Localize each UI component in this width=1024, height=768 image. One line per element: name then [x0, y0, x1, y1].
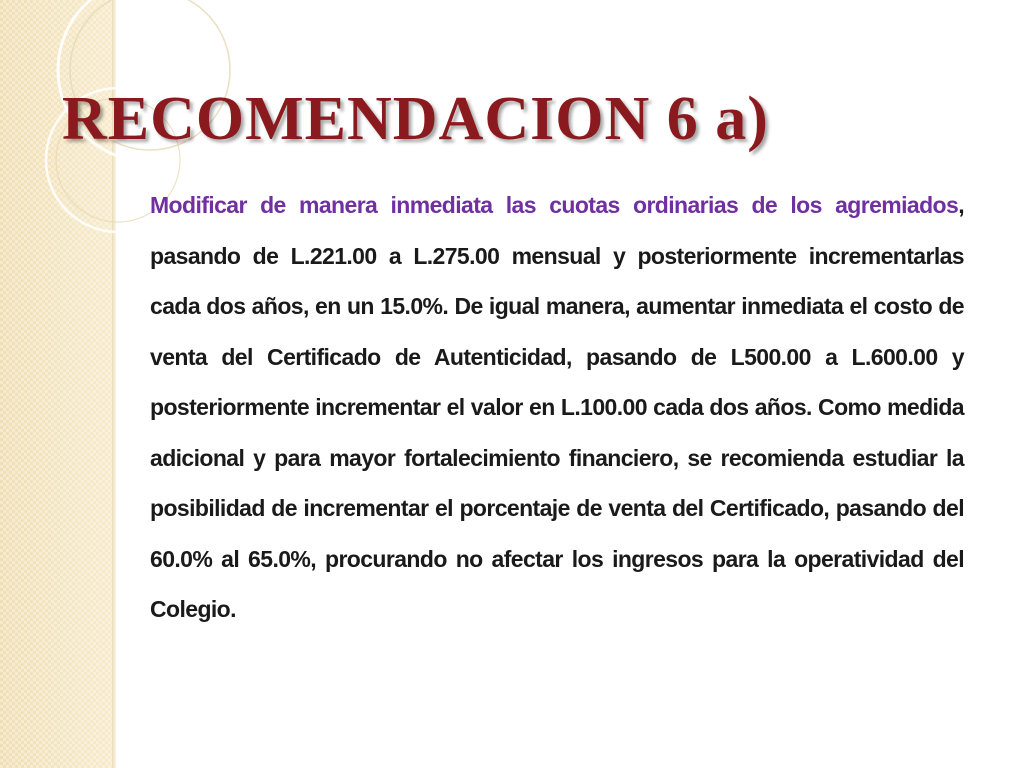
recommendation-detail-text: , pasando de L.221.00 a L.275.00 mensual y posteriormente incrementarlas cada dos años, en un 15.0%. De igual manera, aumentar inmediata el costo de venta del Certificado de Autenticidad, pasando de L500.00 a L.600.00 y posteriormente incrementar el valor en L.100.00 cada dos años. Como medida adicional y para mayor fortalecimiento financiero, se recomienda estudiar la posibilidad de incrementar el porcentaje de venta del Certificado, pasando del 60.0% al 65.0%, procurando no afectar los ingresos para la operatividad del Colegio. [150, 192, 964, 622]
recommendation-paragraph [150, 180, 964, 635]
slide-title: RECOMENDACION 6 a) [62, 85, 769, 153]
highlighted-recommendation-text: Modificar de manera inmediata las cuotas ordinarias de los agremiados [150, 192, 959, 218]
